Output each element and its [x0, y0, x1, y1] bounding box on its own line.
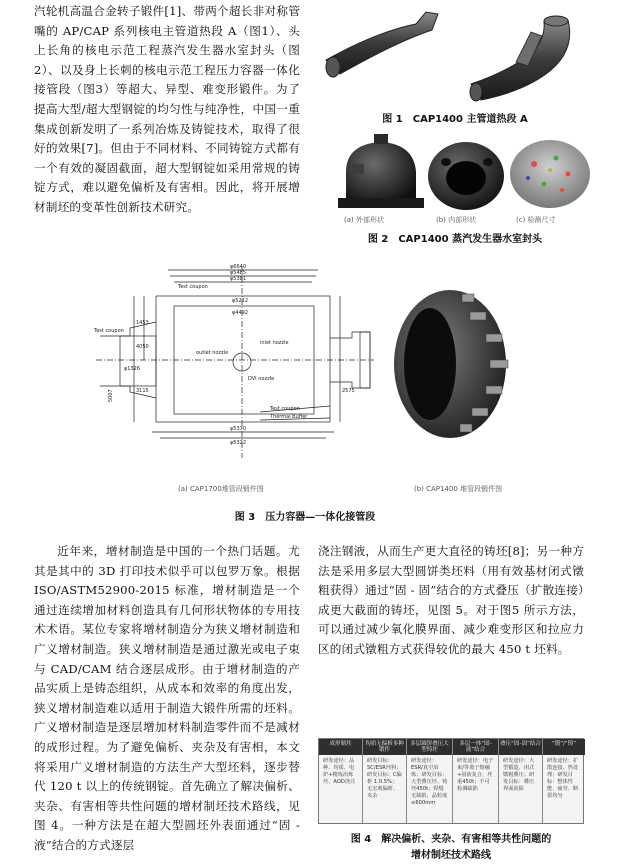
- figure-2-caption: 图 2 CAP1400 蒸汽发生器水室封头: [367, 234, 543, 245]
- route-col-4-body: 研发途径：电子束/等离子熔融+固液复合，坯重450t；不可检测缺陷: [457, 758, 494, 792]
- figure-3-drawing: [90, 262, 380, 472]
- head-inspection: [510, 140, 590, 208]
- figure-2: [306, 134, 604, 246]
- dim-v1: 1453: [136, 320, 149, 326]
- figure-2-sub-c: (c) 检测尺寸: [516, 216, 556, 224]
- figure-3: [90, 262, 520, 524]
- route-col-5-body: 研发途径：大型锻造、闭式镦粗叠压；研发目标：叠压界面消除: [503, 758, 535, 792]
- body-text-top-left: [34, 2, 300, 218]
- route-col-1-body: 研发途径：品种、均质、电炉+精炼冶炼坯、AOD浇注: [323, 758, 356, 785]
- paragraph-additive: 近年来，增材制造是中国的一个热门话题。尤其是其中的 3D 打印技术似乎可以包罗万象。根据 ISO/ASTM52900-2015 标准，增材制造是一个通过连续增加材料创造具有几何形状物体的专用技术术语。某位专家将增材制造分为狭义增材制造和广义增材制造。狭义增材制造是通过激光或电子束与 CAD/CAM 结合逐层成形。由于增材制造的产品实质上是铸态组织，从成本和效率的角度出发，狭义增材制造难以适用于制造大锻件所需的坯料。广义增材制造是逐层增加材料制造零件而不是减材的成形过程。为了避免偏析、夹杂及有害相，本文将采用广义增材制造的方法生产大型坯料，逐步替代 120 t 以上的传统钢锭。首先确立了解决偏析、夹杂、有害相等共性问题的增材制坯技术路线，见图 4。一种方法是在超大型圆坯外表面通过“固 - 液”结合的方式逐层: [34, 544, 300, 852]
- figure-4: [318, 738, 584, 862]
- route-col-3-body: 研发途径：ESR/真空冶炼；研发目标：大型叠压坯、铸坯450t；焊缝无缺陷，晶粒度≤600mm: [411, 758, 448, 806]
- hot-leg-pipe-1: [326, 12, 438, 74]
- dim-w2: φ5322: [230, 440, 247, 446]
- label-dvi: DVI nozzle: [248, 376, 275, 382]
- dim-v4: 2575: [342, 388, 355, 394]
- figure-2-sub-a: (a) 外部形状: [344, 216, 384, 224]
- route-col-1-head: 成形制坯: [319, 739, 362, 755]
- dim-v2: 4050: [136, 344, 149, 350]
- figure-4-caption-line-1: 图 4 解决偏析、夹杂、有害相等共性问题的: [350, 834, 552, 845]
- body-text-bottom-left: [34, 542, 300, 856]
- label-inlet: inlet nozzle: [260, 340, 289, 346]
- dim-d3: φ5381: [230, 276, 247, 282]
- figure-4-caption-line-2: 增材制坯技术路线: [411, 850, 491, 861]
- route-col-2-body: 研发目标：SC/ESR坯料；研发目标：C偏析 1.0.5%；无宏观偏析、夹杂: [367, 758, 402, 799]
- dim-v5: φ1326: [124, 366, 141, 372]
- figure-1: [306, 2, 604, 126]
- figure-3-caption: 图 3 压力容器—一体化接管段: [234, 512, 376, 523]
- paragraph-intro: 汽轮机高温合金转子锻件[1]、带两个超长非对称管嘴的 AP/CAP 系列核电主管道热段 A（图1）、头上长角的核电示范工程蒸汽发生器水室封头（图2）、以及身上长刺的核电示范工程压力容器一体化接管段（图3）等超大、异型、难变形锻件。为了提高大型/超大型钢锭的均匀性与纯净性，中国一重集成创新发明了一系列冶炼及铸锭技术，取得了很好的效果[7]。但由于不同材料、不同铸锭方式都有一个有效的凝固截面，超大型钢锭如采用常规的铸锭方式，难以避免偏析及有害相。因此，将开展增材制坯的变革性创新技术研究。: [34, 4, 300, 214]
- dim-d4: φ5212: [232, 298, 249, 304]
- dim-d1: φ6640: [230, 264, 247, 270]
- route-col-3-head: 多层圆饼叠压大型铸坯: [407, 739, 452, 755]
- route-col-6-head: “锻”/“铸”: [543, 739, 585, 755]
- label-test-coupon-3: Test coupon: [270, 406, 300, 412]
- dim-h: 5007: [108, 389, 114, 402]
- route-col-6-body: 研发途径：扩散连接、热处理；研发目标：整体性能、疲劳、断裂均匀: [547, 758, 579, 799]
- figure-3-render: [390, 272, 520, 472]
- dim-d5: φ4492: [232, 310, 249, 316]
- figure-4-table: [318, 738, 584, 824]
- figure-2-sub-b: (b) 内部形状: [436, 216, 477, 224]
- route-col-5-head: 叠压“固-固”结合: [499, 739, 542, 755]
- dim-v3: 3115: [136, 388, 149, 394]
- figure-3-sub-b: (b) CAP1400 堆管段锻件图: [414, 485, 503, 493]
- label-thermal-buffer: Thermal Buffer: [270, 414, 308, 420]
- label-outlet: outlet nozzle: [196, 350, 229, 356]
- label-test-coupon-1: Test coupon: [178, 284, 208, 290]
- figure-1-image: [306, 2, 604, 102]
- body-text-bottom-right: [318, 542, 584, 660]
- route-col-2-head: 均质无偏析多种锻件: [363, 739, 406, 755]
- figure-1-caption: 图 1 CAP1400 主管道热段 A: [382, 114, 528, 125]
- dim-d2: φ5485: [230, 270, 247, 276]
- route-col-4-head: 多层一体“固-液”结合: [453, 739, 498, 755]
- paragraph-continued: 浇注钢液，从而生产更大直径的铸坯[8]；另一种方法是采用多层大型圆饼类坯料（用有效基材闭式镦粗获得）通过“固 - 固”结合的方式叠压（扩散连接）成更大截面的铸坯，见图 5。对于图5 所示方法，可以通过减少氧化膜界面、减少难变形区和拉应力区的闭式镦粗方式获得较优的最大 450 t 坯料。: [318, 544, 585, 656]
- dim-w1: φ5370: [230, 426, 247, 432]
- figure-3-sub-a: (a) CAP1700堆管段锻件图: [178, 485, 264, 493]
- figure-2-image: [306, 134, 604, 214]
- label-test-coupon-2: Test coupon: [94, 328, 124, 334]
